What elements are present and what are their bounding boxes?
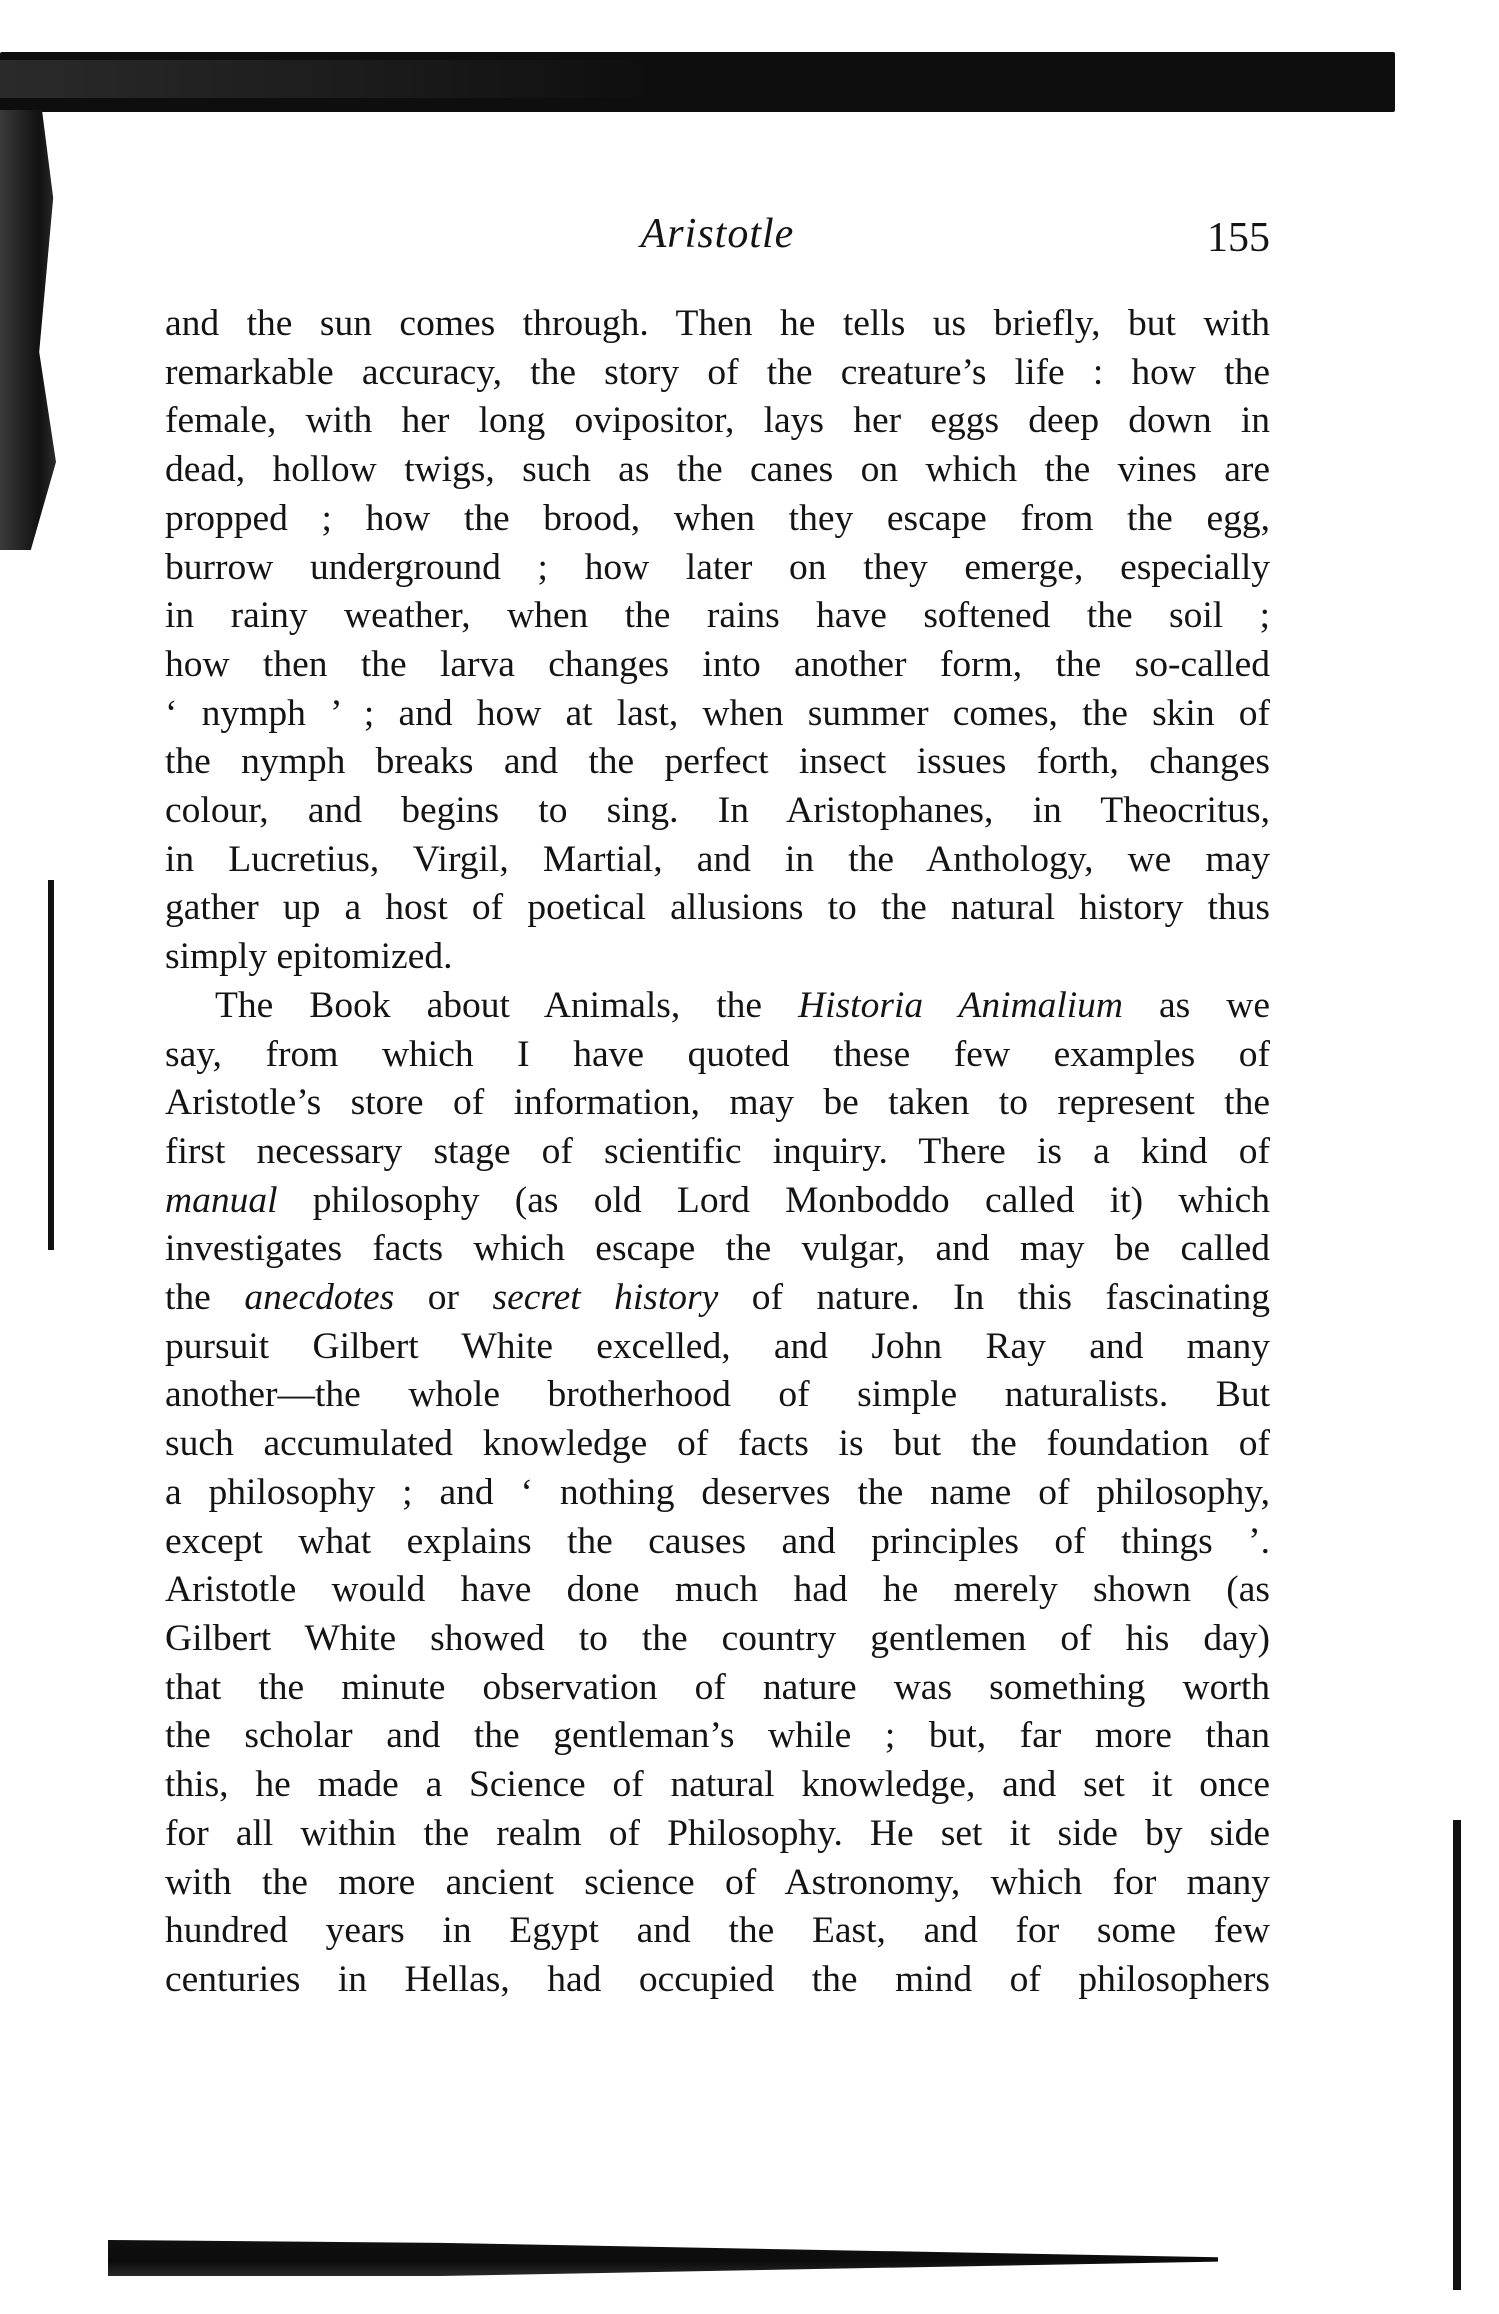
- text-line: remarkable accuracy, the story of the creature’s life : how the: [165, 351, 1270, 393]
- scan-rule-right: [1453, 1820, 1461, 2290]
- italic-term: manual: [165, 1179, 278, 1221]
- text-line: dead, hollow twigs, such as the canes on which the vines are: [165, 449, 1270, 491]
- text-line: propped ; how the brood, when they escape from the egg,: [165, 497, 1270, 539]
- text-line: say, from which I have quoted these few examples of: [165, 1033, 1270, 1075]
- text-line: ‘ nymph ’ ; and how at last, when summer comes, the skin of: [165, 692, 1270, 734]
- text-line: [165, 1177, 1270, 1226]
- text-line: first necessary stage of scientific inquiry. There is a kind of: [165, 1130, 1270, 1172]
- scan-border-top: [0, 52, 1395, 112]
- text-line: how then the larva changes into another form, the so-called: [165, 643, 1270, 685]
- text-line: in rainy weather, when the rains have softened the soil ;: [165, 595, 1270, 637]
- scan-border-bottom: [108, 2240, 1218, 2276]
- italic-term: secret history: [492, 1277, 719, 1319]
- text-line: burrow underground ; how later on they emerge, especially: [165, 546, 1270, 588]
- text-line: Aristotle would have done much had he merely shown (as: [165, 1569, 1270, 1611]
- text-line: and the sun comes through. Then he tells us briefly, but with: [165, 303, 1270, 344]
- text-run: The Book about Animals, the: [215, 984, 799, 1026]
- text-line: a philosophy ; and ‘ nothing deserves the name of philosophy,: [165, 1471, 1270, 1513]
- text-line: female, with her long ovipositor, lays her eggs deep down in: [165, 400, 1270, 442]
- page-header: [165, 210, 1270, 270]
- scan-rule-left: [48, 880, 54, 1250]
- text-line: centuries in Hellas, had occupied the mind of philosophers: [165, 1958, 1270, 2000]
- paragraph-start-line: [165, 982, 1270, 1031]
- text-line: another—the whole brotherhood of simple naturalists. But: [165, 1374, 1270, 1416]
- italic-term: anecdotes: [244, 1277, 395, 1319]
- text-line: investigates facts which escape the vulgar, and may be called: [165, 1228, 1270, 1270]
- scan-edge-left: [0, 110, 56, 550]
- text-run: philosophy (as old Lord Monboddo called it) which: [277, 1179, 1270, 1221]
- text-line: such accumulated knowledge of facts is but the foundation of: [165, 1423, 1270, 1465]
- text-line: except what explains the causes and principles of things ’.: [165, 1520, 1270, 1562]
- page-number: 155: [1207, 215, 1270, 261]
- text-line: Gilbert White showed to the country gentlemen of his day): [165, 1617, 1270, 1659]
- text-line: colour, and begins to sing. In Aristophanes, in Theocritus,: [165, 790, 1270, 832]
- text-line: the scholar and the gentleman’s while ; but, far more than: [165, 1715, 1270, 1757]
- text-line: pursuit Gilbert White excelled, and John Ray and many: [165, 1325, 1270, 1367]
- text-line: Aristotle’s store of information, may be taken to represent the: [165, 1082, 1270, 1124]
- text-line: [165, 1274, 1270, 1323]
- text-line: hundred years in Egypt and the East, and for some few: [165, 1910, 1270, 1952]
- text-line: in Lucretius, Virgil, Martial, and in the Anthology, we may: [165, 838, 1270, 880]
- text-line: the nymph breaks and the perfect insect issues forth, changes: [165, 741, 1270, 783]
- text-run: the: [165, 1277, 245, 1319]
- running-title: Aristotle: [640, 211, 795, 257]
- text-line: with the more ancient science of Astronomy, which for many: [165, 1861, 1270, 1903]
- text-line: gather up a host of poetical allusions to the natural history thus: [165, 887, 1270, 929]
- text-line: for all within the realm of Philosophy. He set it side by side: [165, 1812, 1270, 1854]
- text-run: of nature. In this fascinating: [718, 1277, 1270, 1319]
- text-run: or: [394, 1277, 493, 1319]
- italic-title: Historia Animalium: [798, 984, 1124, 1026]
- text-line: that the minute observation of nature was something worth: [165, 1666, 1270, 1708]
- text-line: this, he made a Science of natural knowledge, and set it once: [165, 1764, 1270, 1806]
- text-line-last: simply epitomized.: [165, 936, 453, 978]
- body-text: [165, 300, 1270, 2005]
- text-run: as we: [1123, 984, 1270, 1026]
